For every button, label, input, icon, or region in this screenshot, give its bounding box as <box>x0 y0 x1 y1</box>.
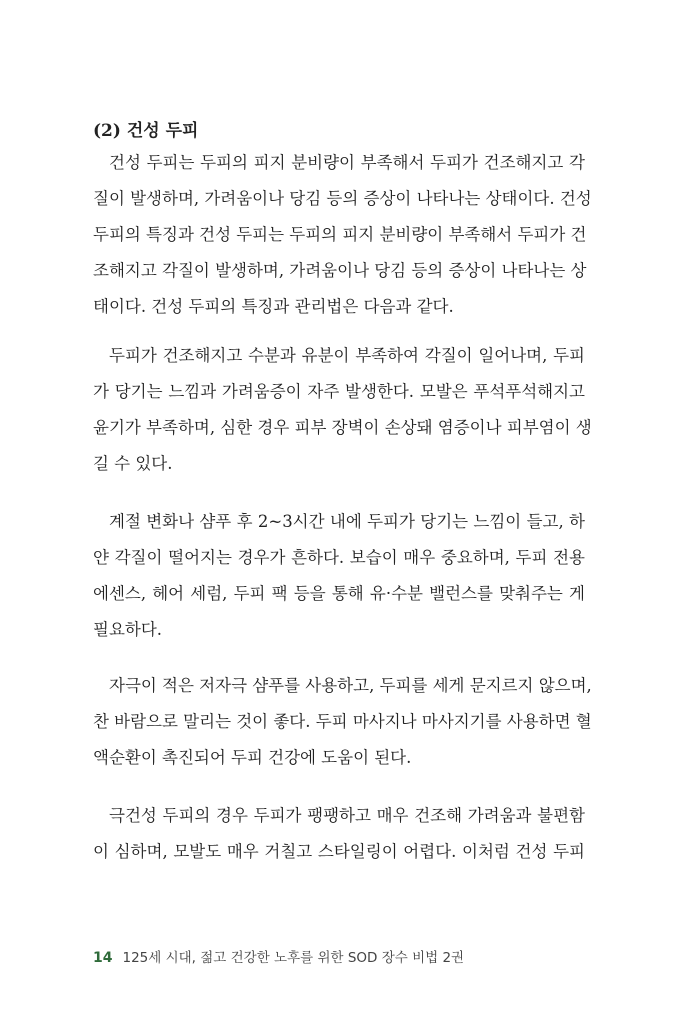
text-line: 에센스, 헤어 세럼, 두피 팩 등을 통해 유·수분 밸런스를 맞춰주는 게 <box>93 584 585 603</box>
paragraph-5 <box>93 798 585 870</box>
text-line: 윤기가 부족하며, 심한 경우 피부 장벽이 손상돼 염증이나 피부염이 생 <box>93 418 592 437</box>
text-line: 극건성 두피의 경우 두피가 팽팽하고 매우 건조해 가려움과 불편함 <box>109 806 585 825</box>
text-line: 조해지고 각질이 발생하며, 가려움이나 당김 등의 증상이 나타나는 상 <box>93 261 587 280</box>
page-number: 14 <box>93 950 113 966</box>
text-line: 건성 두피는 두피의 피지 분비량이 부족해서 두피가 건조해지고 각 <box>109 153 585 172</box>
text-line: 찬 바람으로 말리는 것이 좋다. 두피 마사지나 마사지기를 사용하면 혈 <box>93 712 592 731</box>
text-line: 길 수 있다. <box>93 454 173 473</box>
text-line: 액순환이 촉진되어 두피 건강에 도움이 된다. <box>93 748 412 767</box>
text-line: 계절 변화나 샴푸 후 2~3시간 내에 두피가 당기는 느낌이 들고, 하 <box>109 512 585 531</box>
text-line: 가 당기는 느낌과 가려움증이 자주 발생한다. 모발은 푸석푸석해지고 <box>93 382 585 401</box>
book-title: 125세 시대, 젊고 건강한 노후를 위한 SOD 장수 비법 2권 <box>122 950 465 966</box>
paragraph-3 <box>93 504 585 648</box>
text-line: 자극이 적은 저자극 샴푸를 사용하고, 두피를 세게 문지르지 않으며, <box>109 676 592 695</box>
text-line: 필요하다. <box>93 620 163 639</box>
section-heading: (2) 건성 두피 <box>93 121 199 141</box>
paragraph-2 <box>93 338 592 482</box>
text-line: 이 심하며, 모발도 매우 거칠고 스타일링이 어렵다. 이처럼 건성 두피 <box>93 842 585 861</box>
text-line: 얀 각질이 떨어지는 경우가 흔하다. 보습이 매우 중요하며, 두피 전용 <box>93 548 585 567</box>
text-line: 태이다. 건성 두피의 특징과 관리법은 다음과 같다. <box>93 297 454 316</box>
paragraph-1 <box>93 145 592 325</box>
paragraph-4 <box>93 668 592 776</box>
page-footer <box>93 946 464 966</box>
text-line: 질이 발생하며, 가려움이나 당김 등의 증상이 나타나는 상태이다. 건성 <box>93 189 592 208</box>
text-line: 두피가 건조해지고 수분과 유분이 부족하여 각질이 일어나며, 두피 <box>109 346 585 365</box>
text-line: 두피의 특징과 건성 두피는 두피의 피지 분비량이 부족해서 두피가 건 <box>93 225 587 244</box>
